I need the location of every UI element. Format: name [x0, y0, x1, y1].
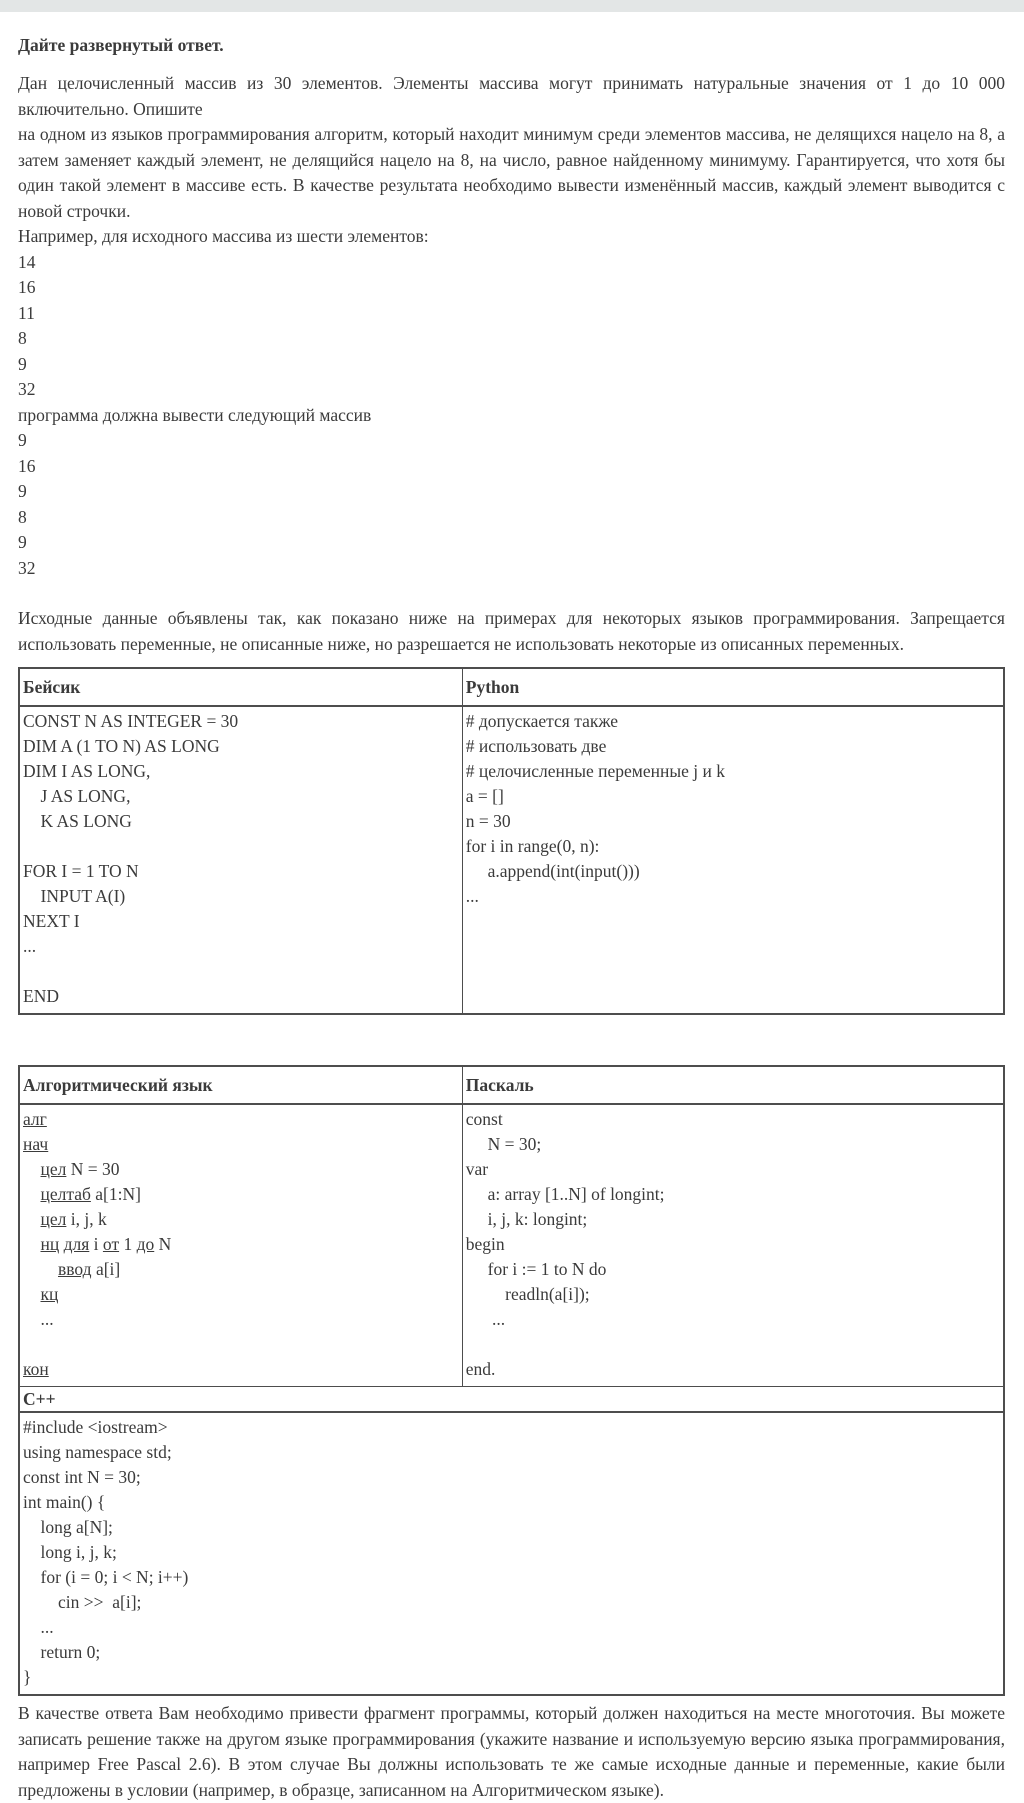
code-line: ввод a[i]	[58, 1259, 121, 1279]
code-line: long i, j, k;	[23, 1542, 117, 1562]
code-line: 16	[18, 455, 36, 476]
python-column-header: Python	[462, 668, 1004, 706]
page-top-strip	[0, 0, 1024, 12]
code-line: INPUT A(I)	[23, 886, 126, 906]
algo-column-header: Алгоритмический язык	[19, 1066, 462, 1104]
code-line: #include <iostream>	[23, 1417, 168, 1437]
code-line: DIM I AS LONG,	[23, 761, 151, 781]
code-line: 9	[18, 353, 27, 374]
code-line: int main() {	[23, 1492, 106, 1512]
code-line: for i in range(0, n):	[465, 836, 600, 856]
pascal-column-header: Паскаль	[462, 1066, 1004, 1104]
code-line: ...	[23, 1617, 54, 1637]
answer-note: В качестве ответа Вам необходимо привести фрагмент программы, который должен находиться на месте многоточия. Вы можете записать решение также на другом языке программирования (укажите название и используемую версию языка программирования, например Free Pascal 2.6). В этом случае Вы должны использовать те же самые исходные данные и переменные, какие были предложены в условии (например, в образце, записанном на Алгоритмическом языке).	[18, 1703, 1005, 1800]
code-line: J AS LONG,	[23, 786, 131, 806]
code-line: long a[N];	[23, 1517, 113, 1537]
code-line: 16	[18, 277, 36, 297]
language-examples-table-algo-pascal-cpp	[18, 1065, 1005, 1696]
code-line: a: array [1..N] of longint;	[465, 1184, 665, 1204]
code-line: нц для i от 1 до N	[40, 1234, 172, 1254]
code-line	[23, 1107, 459, 1132]
code-line: for (i = 0; i < N; i++)	[23, 1567, 189, 1587]
code-line: a = []	[465, 786, 504, 806]
pascal-code-block	[466, 1107, 1000, 1382]
code-line: a.append(int(input()))	[465, 861, 640, 881]
underlined-keyword: ввод	[58, 1259, 92, 1279]
underlined-keyword: нач	[23, 1134, 49, 1154]
code-line: 14	[18, 251, 36, 272]
intro-paragraph-2: на одном из языков программирования алгоритм, который находит минимум среди элементов массива, не делящихся нацело на 8, а затем заменяет каждый элемент, не делящийся нацело на 8, на число, равное найденному минимуму. Гарантируется, что хотя бы один такой элемент в массиве есть. В качестве результата необходимо вывести изменённый массив, каждый элемент выводится с новой строчки.	[18, 124, 1005, 221]
code-line: N = 30;	[465, 1134, 542, 1154]
code-line: var	[465, 1159, 489, 1179]
algo-code-block	[23, 1107, 459, 1382]
result-label: программа должна вывести следующий массив	[18, 404, 372, 425]
underlined-keyword: для	[63, 1234, 90, 1254]
code-line: 9	[18, 532, 27, 552]
underlined-keyword: цел	[40, 1159, 67, 1179]
underlined-keyword: кон	[23, 1359, 49, 1379]
code-line: DIM A (1 TO N) AS LONG	[23, 736, 220, 756]
code-line: END	[23, 986, 59, 1006]
underlined-keyword: целтаб	[40, 1184, 91, 1204]
code-line: 8	[18, 328, 27, 348]
code-line: const	[465, 1109, 503, 1129]
code-line	[23, 1132, 459, 1157]
code-line: begin	[465, 1234, 505, 1254]
language-examples-table-basic-python	[18, 667, 1005, 1015]
cpp-code-cell	[19, 1412, 1004, 1695]
code-line: n = 30	[465, 811, 511, 831]
code-line	[23, 1357, 459, 1382]
underlined-keyword: от	[102, 1234, 120, 1254]
code-line	[23, 834, 459, 859]
code-line: CONST N AS INTEGER = 30	[23, 711, 239, 731]
table-header-row	[19, 668, 1004, 706]
table-code-row	[19, 1104, 1004, 1387]
table-code-row	[19, 706, 1004, 1014]
code-line: using namespace std;	[23, 1442, 172, 1462]
python-code-cell	[462, 706, 1004, 1014]
code-line	[23, 1332, 459, 1357]
code-line	[23, 1282, 459, 1307]
code-line: 8	[18, 506, 27, 527]
result-array-list	[18, 428, 1005, 581]
example-label: Например, для исходного массива из шести элементов:	[18, 226, 429, 246]
code-line: 9	[18, 430, 27, 450]
code-line	[23, 959, 459, 984]
code-line: cin >> a[i];	[23, 1592, 142, 1612]
code-line: end.	[465, 1359, 496, 1379]
code-line: 32	[18, 379, 36, 399]
underlined-keyword: цел	[40, 1209, 67, 1229]
code-line: # целочисленные переменные j и k	[465, 761, 725, 781]
cpp-section-header: C++	[19, 1387, 1004, 1413]
code-line: ...	[465, 886, 479, 906]
code-line: 32	[18, 557, 36, 578]
source-array-list	[18, 250, 1005, 403]
code-line: const int N = 30;	[23, 1467, 141, 1487]
declarations-note: Исходные данные объявлены так, как показано ниже на примерах для некоторых языков программирования. Запрещается использовать переменные, не описанные ниже, но разрешается не использовать некоторые из описанных переменных.	[18, 608, 1005, 654]
cpp-code-row	[19, 1412, 1004, 1695]
cpp-header-row	[19, 1387, 1004, 1413]
task-heading: Дайте развернутый ответ.	[18, 35, 224, 55]
code-line: return 0;	[23, 1642, 101, 1662]
code-line: 9	[18, 481, 27, 501]
underlined-keyword: нц	[40, 1234, 60, 1254]
code-line: цел N = 30	[40, 1159, 120, 1179]
algo-code-cell	[19, 1104, 462, 1387]
basic-column-header: Бейсик	[19, 668, 462, 706]
code-line: 11	[18, 302, 35, 323]
code-line	[466, 1332, 1000, 1357]
code-line: # использовать две	[465, 736, 607, 756]
underlined-keyword: алг	[23, 1109, 47, 1129]
code-line: for i := 1 to N do	[465, 1259, 607, 1279]
basic-code-cell	[19, 706, 462, 1014]
code-line: }	[23, 1667, 32, 1687]
underlined-keyword: кц	[40, 1284, 59, 1304]
code-line: целтаб a[1:N]	[40, 1184, 141, 1204]
document-body	[0, 12, 1024, 1803]
code-line: i, j, k: longint;	[465, 1209, 588, 1229]
code-line: K AS LONG	[23, 811, 132, 831]
code-line: # допускается также	[465, 711, 618, 731]
python-code-block	[466, 709, 1000, 909]
code-line: readln(a[i]);	[465, 1284, 590, 1304]
table-header-row	[19, 1066, 1004, 1104]
pascal-code-cell	[462, 1104, 1004, 1387]
code-line: ...	[23, 1309, 54, 1329]
basic-code-block	[23, 709, 459, 1009]
code-line: цел i, j, k	[40, 1209, 107, 1229]
code-line: ...	[465, 1309, 506, 1329]
cpp-code-block	[23, 1415, 1000, 1690]
code-line: FOR I = 1 TO N	[23, 861, 139, 881]
code-line: ...	[23, 936, 37, 956]
intro-paragraph-1: Дан целочисленный массив из 30 элементов. Элементы массива могут принимать натуральные значения от 1 до 10 000 включительно. Опишите	[18, 73, 1005, 119]
underlined-keyword: до	[136, 1234, 155, 1254]
code-line: NEXT I	[23, 911, 80, 931]
